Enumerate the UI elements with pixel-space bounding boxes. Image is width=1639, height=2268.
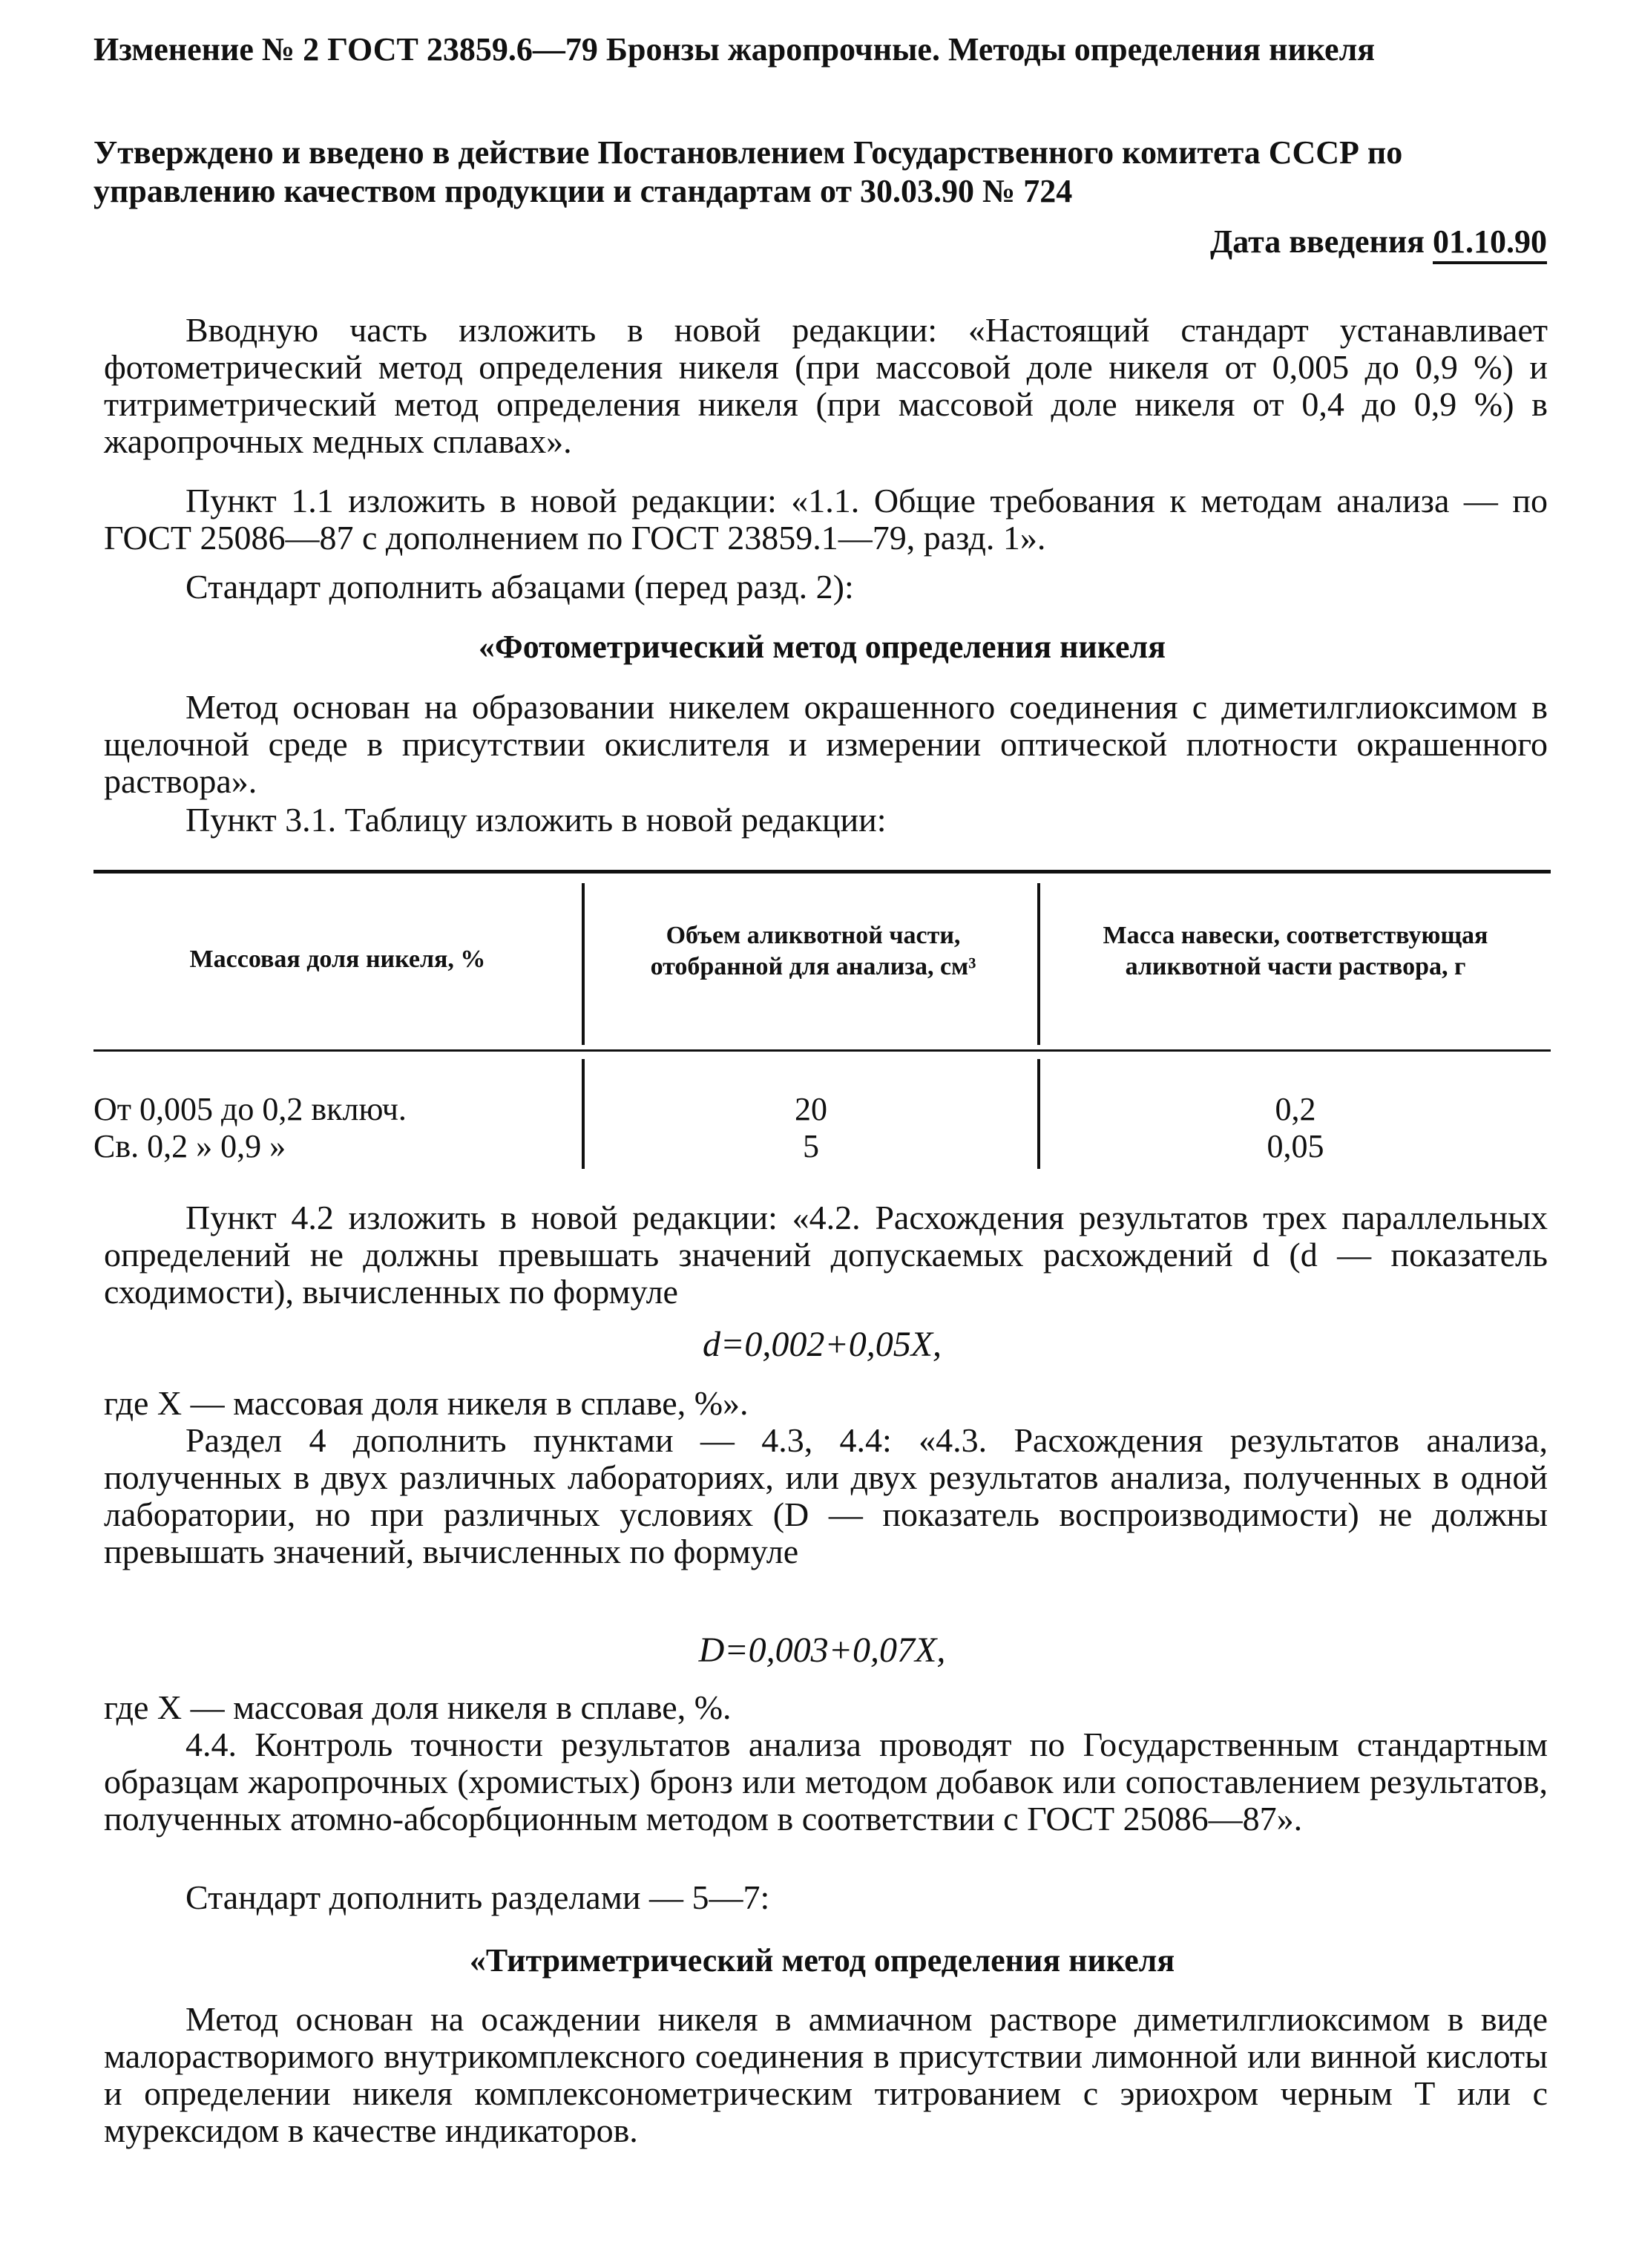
paragraph-addition-1: Стандарт дополнить абзацами (перед разд. 2):: [185, 568, 854, 606]
table-cell: 20: [795, 1091, 827, 1127]
paragraph-where-x-2: где X — массовая доля никеля в сплаве, %.: [104, 1688, 732, 1726]
table-header-cell: Объем аликвотной части, отобранной для анализа, см³: [650, 922, 976, 980]
table-cell: От 0,005 до 0,2 включ.: [93, 1091, 407, 1127]
date-value: 01.10.90: [1433, 223, 1547, 264]
data-table: [93, 870, 1551, 1174]
document-title: Изменение № 2 ГОСТ 23859.6—79 Бронзы жаропрочные. Методы определения никеля: [93, 31, 1376, 68]
table-header-rule: [93, 1049, 1551, 1052]
paragraph-method-photometric: Метод основан на образовании никелем окрашенного соединения с диметилглиоксимом в щелочной среде в присутствии окислителя и измерении оптической плотности окрашенного раствора».: [104, 688, 1548, 800]
paragraph-method-titrimetric: Метод основан на осаждении никеля в аммиачном растворе диметилглиоксимом в виде малорастворимого внутрикомплексного соединения в присутствии лимонной или винной кислоты и определении никеля комплексонометрическим титрованием с эриохром черным Т или с мурексидом в качестве индикаторов.: [104, 2000, 1548, 2149]
effective-date: [1210, 223, 1547, 260]
approval-statement: Утверждено и введено в действие Постановлением Государственного комитета СССР по управлению качеством продукции и стандартам от 30.03.90 № 724: [93, 134, 1403, 209]
table-cell: 0,05: [1267, 1128, 1324, 1164]
table-top-rule: [93, 870, 1551, 874]
section-heading-titrimetric: «Титриметрический метод определения никеля: [469, 1942, 1175, 1979]
table-cell: 5: [803, 1128, 819, 1164]
formula-D: D=0,003+0,07X,: [698, 1630, 946, 1670]
formula-d: d=0,002+0,05X,: [702, 1325, 942, 1364]
table-header-cell: Массовая доля никеля, %: [189, 945, 486, 973]
paragraph-addition-2: Стандарт дополнить разделами — 5—7:: [185, 1878, 770, 1916]
table-cell: 0,2: [1275, 1091, 1316, 1127]
section-heading-photometric: «Фотометрический метод определения никеля: [478, 629, 1166, 665]
paragraph-intro: Вводную часть изложить в новой редакции: «Настоящий стандарт устанавливает фотометрический метод определения никеля (при массовой доле никеля от 0,005 до 0,9 %) и титриметрический метод определения никеля (при массовой доле никеля от 0,4 до 0,9 %) в жаропрочных медных сплавах».: [104, 311, 1548, 460]
paragraph-where-x-1: где X — массовая доля никеля в сплаве, %».: [104, 1384, 749, 1422]
paragraph-clause-4-3: Раздел 4 дополнить пунктами — 4.3, 4.4: «4.3. Расхождения результатов анализа, полученных в двух различных лабораториях, или двух результатов анализа, полученных в одной лаборатории, но при различных условиях (D — показатель воспроизводимости) не должны превышать значений, вычисленных по формуле: [104, 1421, 1548, 1570]
table-header-cell: Масса навески, соответствующая аликвотной части раствора, г: [1103, 922, 1488, 980]
table-cell: Св. 0,2 » 0,9 »: [93, 1128, 286, 1164]
paragraph-clause-1-1: Пункт 1.1 изложить в новой редакции: «1.1. Общие требования к методам анализа — по ГОСТ 25086—87 с дополнением по ГОСТ 23859.1—79, разд. 1».: [104, 482, 1548, 557]
date-label: Дата введения: [1209, 223, 1425, 260]
paragraph-clause-4-4: 4.4. Контроль точности результатов анализа проводят по Государственным стандартным образцам жаропрочных (хромистых) бронз или методом добавок или сопоставлением результатов, полученных атомно-абсорбционным методом в соответствии с ГОСТ 25086—87».: [104, 1725, 1548, 1838]
paragraph-clause-3-1: Пункт 3.1. Таблицу изложить в новой редакции:: [185, 801, 887, 839]
table-col-divider: [1037, 883, 1040, 1045]
paragraph-clause-4-2: Пункт 4.2 изложить в новой редакции: «4.2. Расхождения результатов трех параллельных определений не должны превышать значений допускаемых расхождений d (d — показатель сходимости), вычисленных по формуле: [104, 1199, 1548, 1311]
table-col-divider: [582, 883, 585, 1045]
